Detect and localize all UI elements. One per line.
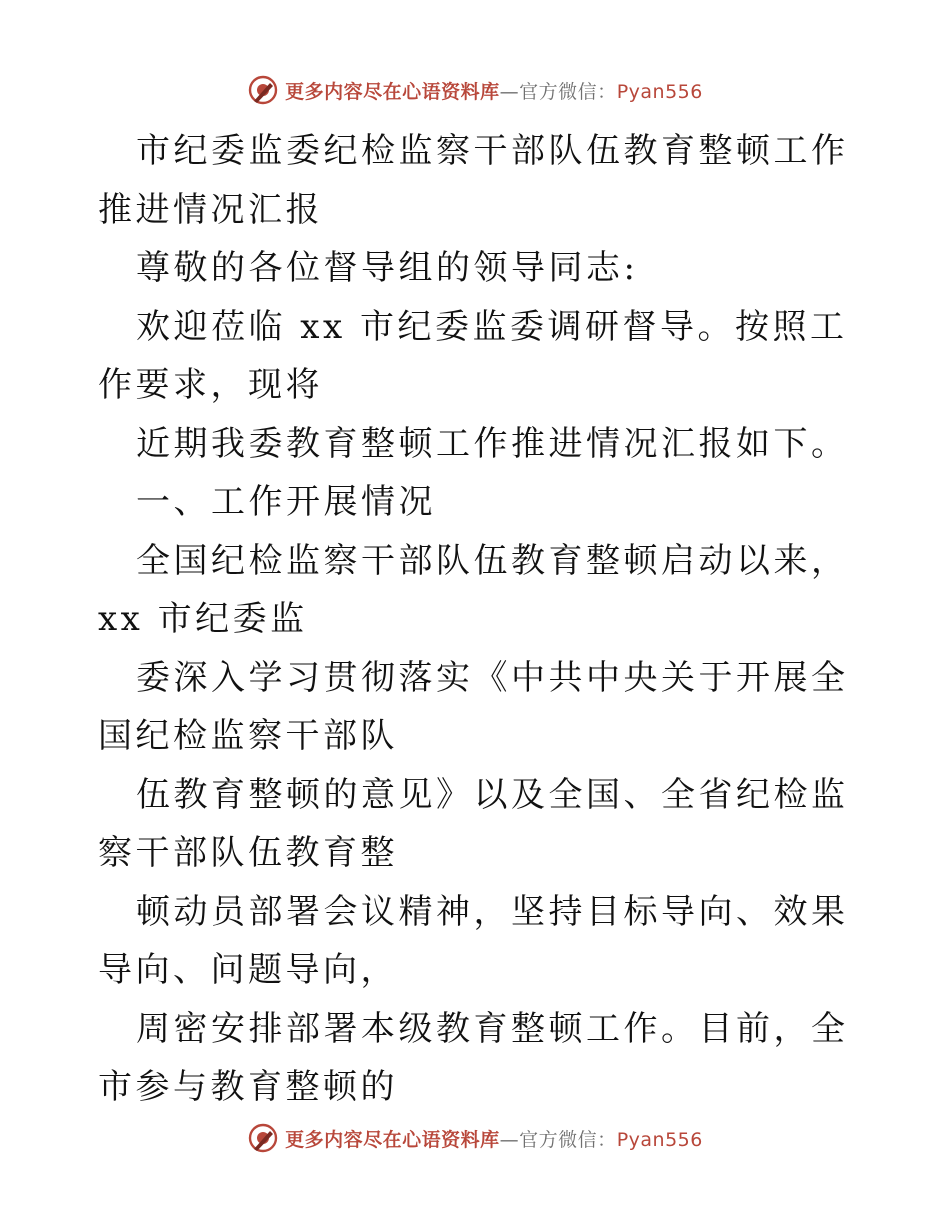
footer-banner (0, 1118, 950, 1158)
doc-paragraph: 近期我委教育整顿工作推进情况汇报如下。 (136, 423, 849, 464)
header-banner (0, 70, 950, 110)
banner-wechat-label: 官方微信： (519, 80, 617, 103)
banner-wechat-id: Pyan556 (616, 80, 703, 103)
banner-dash: — (499, 80, 520, 103)
document-body (98, 122, 858, 1117)
doc-salutation: 尊敬的各位督导组的领导同志: (136, 248, 639, 288)
banner-wechat-id: Pyan556 (616, 1128, 703, 1151)
banner-dash: — (499, 1128, 520, 1151)
doc-paragraph: 全国纪检监察干部队伍教育整顿启动以来，xx 市纪委监 (98, 540, 849, 639)
banner-wechat-label: 官方微信： (519, 1128, 617, 1151)
doc-paragraph: 委深入学习贯彻落实《中共中央关于开展全国纪检监察干部队 (98, 657, 849, 756)
pen-logo-icon (247, 74, 279, 106)
pen-logo-icon (247, 1122, 279, 1154)
banner-brand: 更多内容尽在心语资料库 (285, 80, 500, 103)
banner-brand: 更多内容尽在心语资料库 (285, 1128, 500, 1151)
doc-paragraph: 周密安排部署本级教育整顿工作。目前，全市参与教育整顿的 (98, 1008, 849, 1107)
doc-paragraph: 伍教育整顿的意见》以及全国、全省纪检监察干部队伍教育整 (98, 774, 849, 873)
doc-paragraph: 顿动员部署会议精神，坚持目标导向、效果导向、问题导向， (98, 891, 849, 990)
doc-paragraph: 欢迎莅临 xx 市纪委监委调研督导。按照工作要求，现将 (98, 306, 848, 405)
banner-text (285, 1125, 703, 1152)
banner-text (285, 77, 703, 104)
doc-section-heading: 一、工作开展情况 (136, 482, 436, 522)
doc-title: 市纪委监委纪检监察干部队伍教育整顿工作推进情况汇报 (98, 131, 849, 230)
